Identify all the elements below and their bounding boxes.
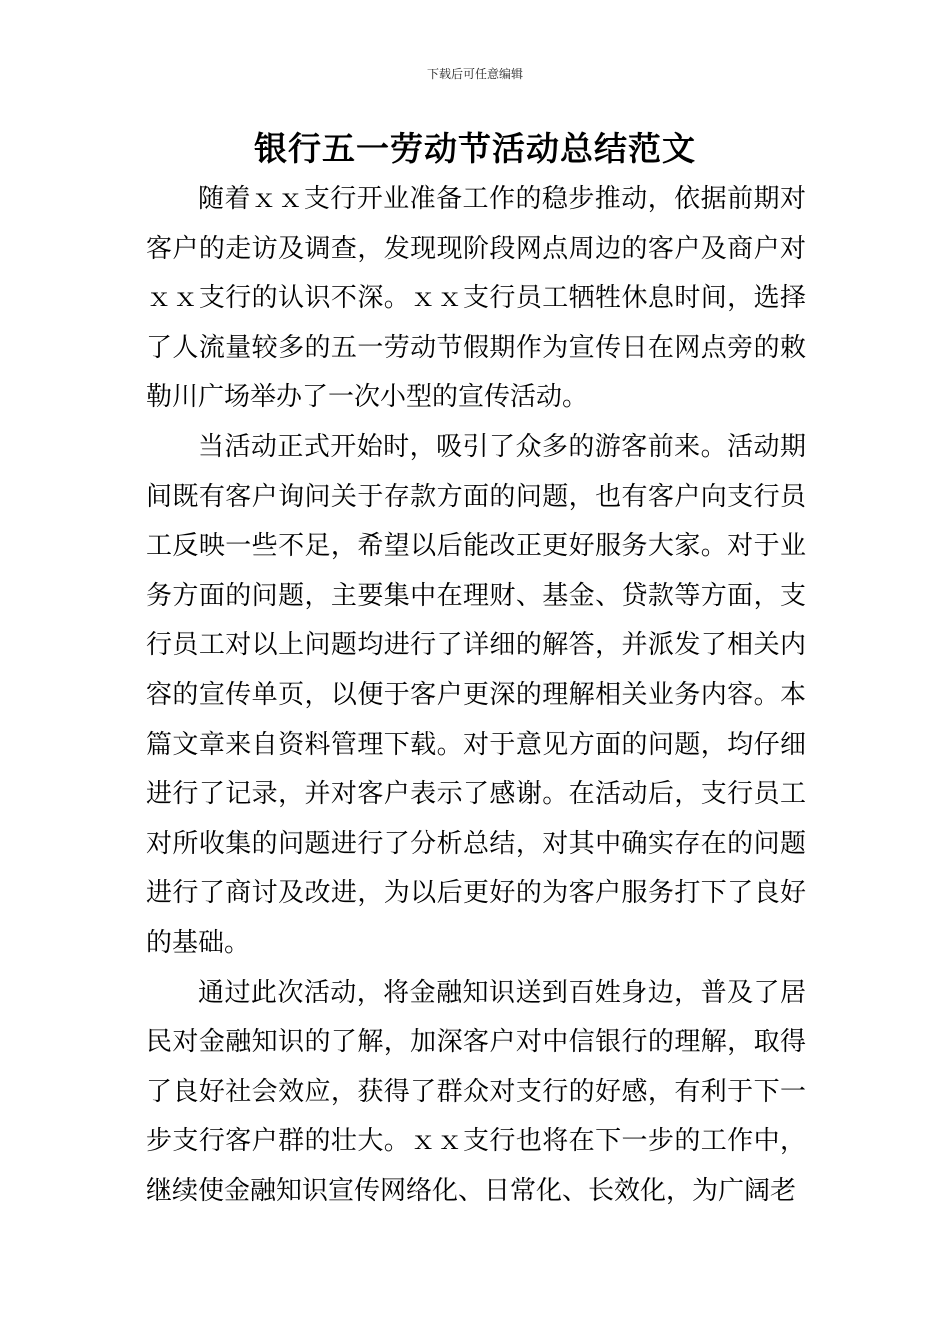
document-body (146, 175, 806, 1216)
page-header-note: 下载后可任意编辑 (426, 67, 523, 81)
paragraph-1: 随着ｘｘ支行开业准备工作的稳步推动，依据前期对客户的走访及调查，发现现阶段网点周边的客户及商户对ｘｘ支行的认识不深。ｘｘ支行员工牺牲休息时间，选择了人流量较多的五一劳动节假期作为宣传日在网点旁的敕勒川广场举办了一次小型的宣传活动。 (146, 184, 806, 413)
paragraph-3: 通过此次活动，将金融知识送到百姓身边，普及了居民对金融知识的了解，加深客户对中信银行的理解，取得了良好社会效应，获得了群众对支行的好感，有利于下一步支行客户群的壮大。ｘｘ支行也将在下一步的工作中，继续使金融知识宣传网络化、日常化、长效化，为广阔老 (146, 977, 806, 1206)
paragraph-2: 当活动正式开始时，吸引了众多的游客前来。活动期间既有客户询问关于存款方面的问题，也有客户向支行员工反映一些不足，希望以后能改正更好服务大家。对于业务方面的问题，主要集中在理财、基金、贷款等方面，支行员工对以上问题均进行了详细的解答，并派发了相关内容的宣传单页，以便于客户更深的理解相关业务内容。本篇文章来自资料管理下载。对于意见方面的问题，均仔细进行了记录，并对客户表示了感谢。在活动后，支行员工对所收集的问题进行了分析总结，对其中确实存在的问题进行了商讨及改进，为以后更好的为客户服务打下了良好的基础。 (146, 431, 806, 958)
document-title: 银行五一劳动节活动总结范文 (254, 129, 696, 168)
